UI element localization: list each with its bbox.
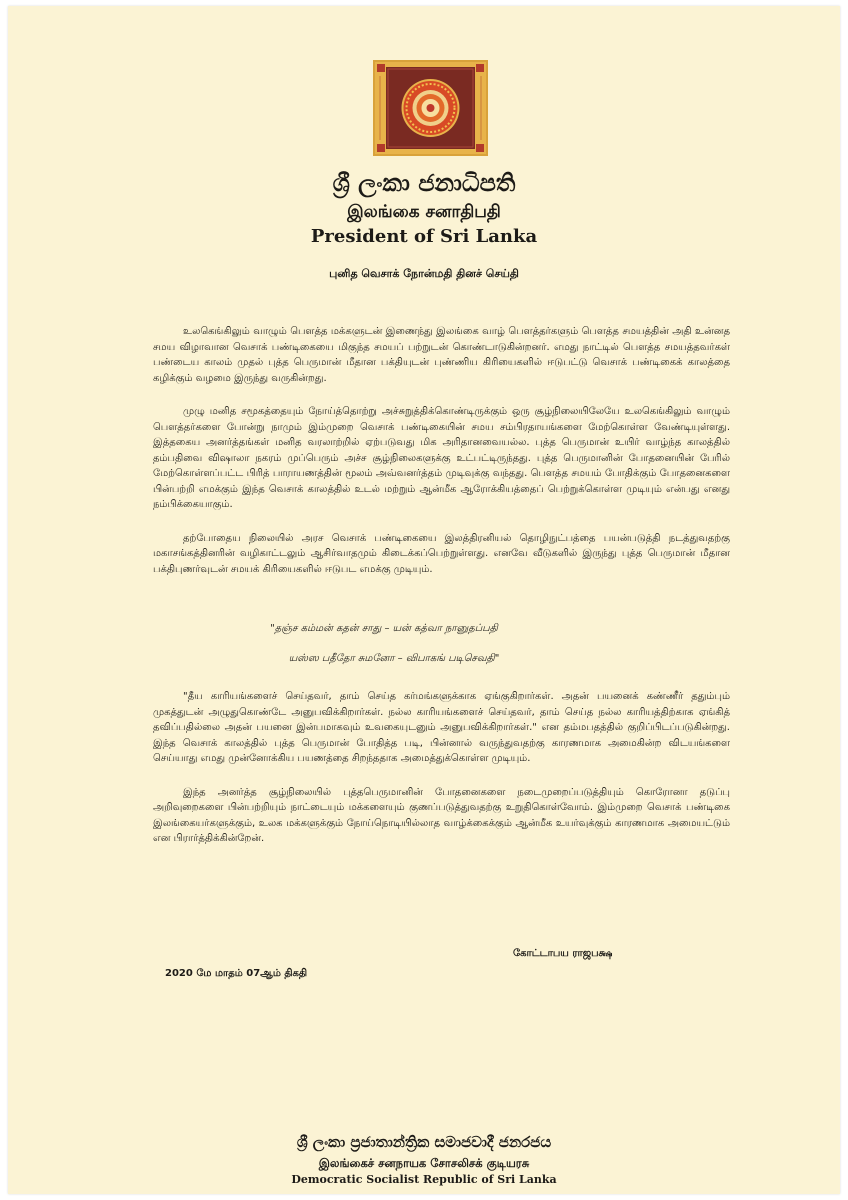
signature-name: கோட்டாபய ராஜபக்ஷ (513, 948, 613, 959)
paragraph: இந்த அனர்த்த சூழ்நிலையில் புத்தபெருமானின் போதனைகளை நடைமுறைப்படுத்தியும் கொரோனா தடுப்பு அறிவுறைகளை பின்பற்றியும் நாட்டையும் மக்களையும் குணப்படுத்துவதற்கு உறுதிகொள்வோம். இம்முறை வெசாக் பண்டிகை இலங்கையர்களுக்கும், உலக மக்களுக்கும் நோய்நொடியில்லாத வாழ்க்கைக்கும் ஆன்மீக உயர்வுக்கும் காரணமாக அமையட்டும் என பிரார்த்திக்கின்றேன். (153, 786, 730, 844)
presidential-flag-emblem (373, 60, 488, 156)
verse-line-2: யஸ்ஸ பதீதோ சுமனோ – விபாகங் படிசெவதி" (288, 653, 500, 664)
paragraph: "தீய காரியங்களைச் செய்தவர், தாம் செய்த கர்மங்களுக்காக ஏங்குகிறார்கள். அதன் பயனைக் கண்ணீர் ததும்பும் முகத்துடன் அழுதுகொண்டே அனுபவிக்கிறார்கள். நல்ல காரியங்களைச் செய்தவர், தாம் செய்த நல்ல காரியத்திற்காக ஏங்கித் தவிப்பதில்லை அதன் பயனை இன்பமாகவும் உவகையுடனும் அனுபவிக்கிறார்கள்." என தம்மபதத்தில் குறிப்பிடப்படுகின்றது. இந்த வெசாக் காலத்தில் புத்த பெருமான் போதித்த படி, பின்னால் வருந்துவதற்கு காரணமாக அமைகின்ற விடயங்களை செய்யாது எமது முன்னோக்கிய பயணத்தை சிறந்ததாக அமைத்துக்கொள்ள முடியும். (153, 691, 730, 764)
message-subject: புனித வெசாக் நோன்மதி தினச் செய்தி (329, 267, 519, 280)
flag-icon (375, 62, 486, 154)
footer-english: Democratic Socialist Republic of Sri Lanka (291, 1173, 557, 1186)
verse-line-1: "தஞ்ச கம்மன் கதன் சாது – யன் கத்வா நானுதப்பதி (270, 623, 498, 634)
message-date: 2020 மே மாதம் 07ஆம் திகதி (165, 968, 308, 979)
footer-sinhala: ශ්‍රී ලංකා ප්‍රජාතාන්ත්‍රික සමාජවාදී ජනරජය (296, 1133, 552, 1151)
title-english: President of Sri Lanka (310, 226, 538, 247)
letter-page (8, 6, 840, 1194)
message-body (153, 324, 730, 595)
paragraph: உலகெங்கிலும் வாழும் பௌத்த மக்களுடன் இணைந்து இலங்கை வாழ் பௌத்தர்களும் பௌத்த சமயத்தின் அதி உன்னத சமய விழாவான வெசாக் பண்டிகையை மிகுந்த சமயப் பற்றுடன் கொண்டாடுகின்றனர். எமது நாட்டில் பௌத்த சமயத்தவர்கள் பண்டைய காலம் முதல் புத்த பெருமான் மீதான பக்தியுடன் புண்ணிய கிரியைகளில் ஈடுபட்டு வெசாக் பண்டிகைக் காலத்தை கழிக்கும் வழமை இருந்து வருகின்றது. (153, 326, 730, 384)
paragraph: தற்போதைய நிலையில் அரச வெசாக் பண்டிகையை இலத்திரனியல் தொழிநுட்பத்தை பயன்படுத்தி நடத்துவதற்கு மகாசங்கத்தினரின் வழிகாட்டலும் ஆசிர்வாதமும் கிடைக்கப்பெற்றுள்ளது. எனவே வீடுகளில் இருந்து புத்த பெருமான் மீதான பக்திபுணர்வுடன் சமயக் கிரியைகளில் ஈடுபட எமக்கு முடியும். (153, 532, 731, 575)
paragraph: முழு மனித சமூகத்தையும் நோய்த்தொற்று அச்சுறுத்திக்கொண்டிருக்கும் ஒரு சூழ்நிலையிலேயே உலகெங்கிலும் வாழும் பௌத்தர்களை போன்று நாமும் இம்முறை வெசாக் பண்டிகையின் சமய சம்பிரதாயங்களை மேற்கொள்ள வேண்டியுள்ளது. இத்தகைய அனர்த்தங்கள் மனித வரலாற்றில் ஏற்படுவது மிக அரிதானவையல்ல. புத்த பெருமான் உயிர் வாழ்ந்த காலத்தில் தம்பதிவை விஷாலா நகரம் முப்பெரும் அச்ச சூழ்நிலைகளுக்கு உட்பட்டிருந்தது. புத்த பெருமானின் போதனையின் பேரில் மேற்கொள்ளப்பட்ட பிரித் பாராயணத்தின் மூலம் அவ்வனர்த்தம் முடிவுக்கு வந்தது. பௌத்த சமயம் போதிக்கும் போதனைகளை பின்பற்றி எமக்கும் இந்த வெசாக் காலத்தில் உடல் மற்றும் ஆன்மீக ஆரோக்கியத்தைப் பெற்றுக்கொள்ள முடியும் என்பது எனது நம்பிக்கையாகும். (153, 406, 730, 510)
footer-tamil: இலங்கைச் சனநாயக சோசலிசக் குடியரசு (318, 1156, 530, 1170)
message-body-continued (153, 689, 730, 865)
title-sinhala: ශ්‍රී ලංකා ජනාධිපති (332, 169, 516, 197)
title-tamil: இலங்கை சனாதிபதி (347, 202, 501, 222)
